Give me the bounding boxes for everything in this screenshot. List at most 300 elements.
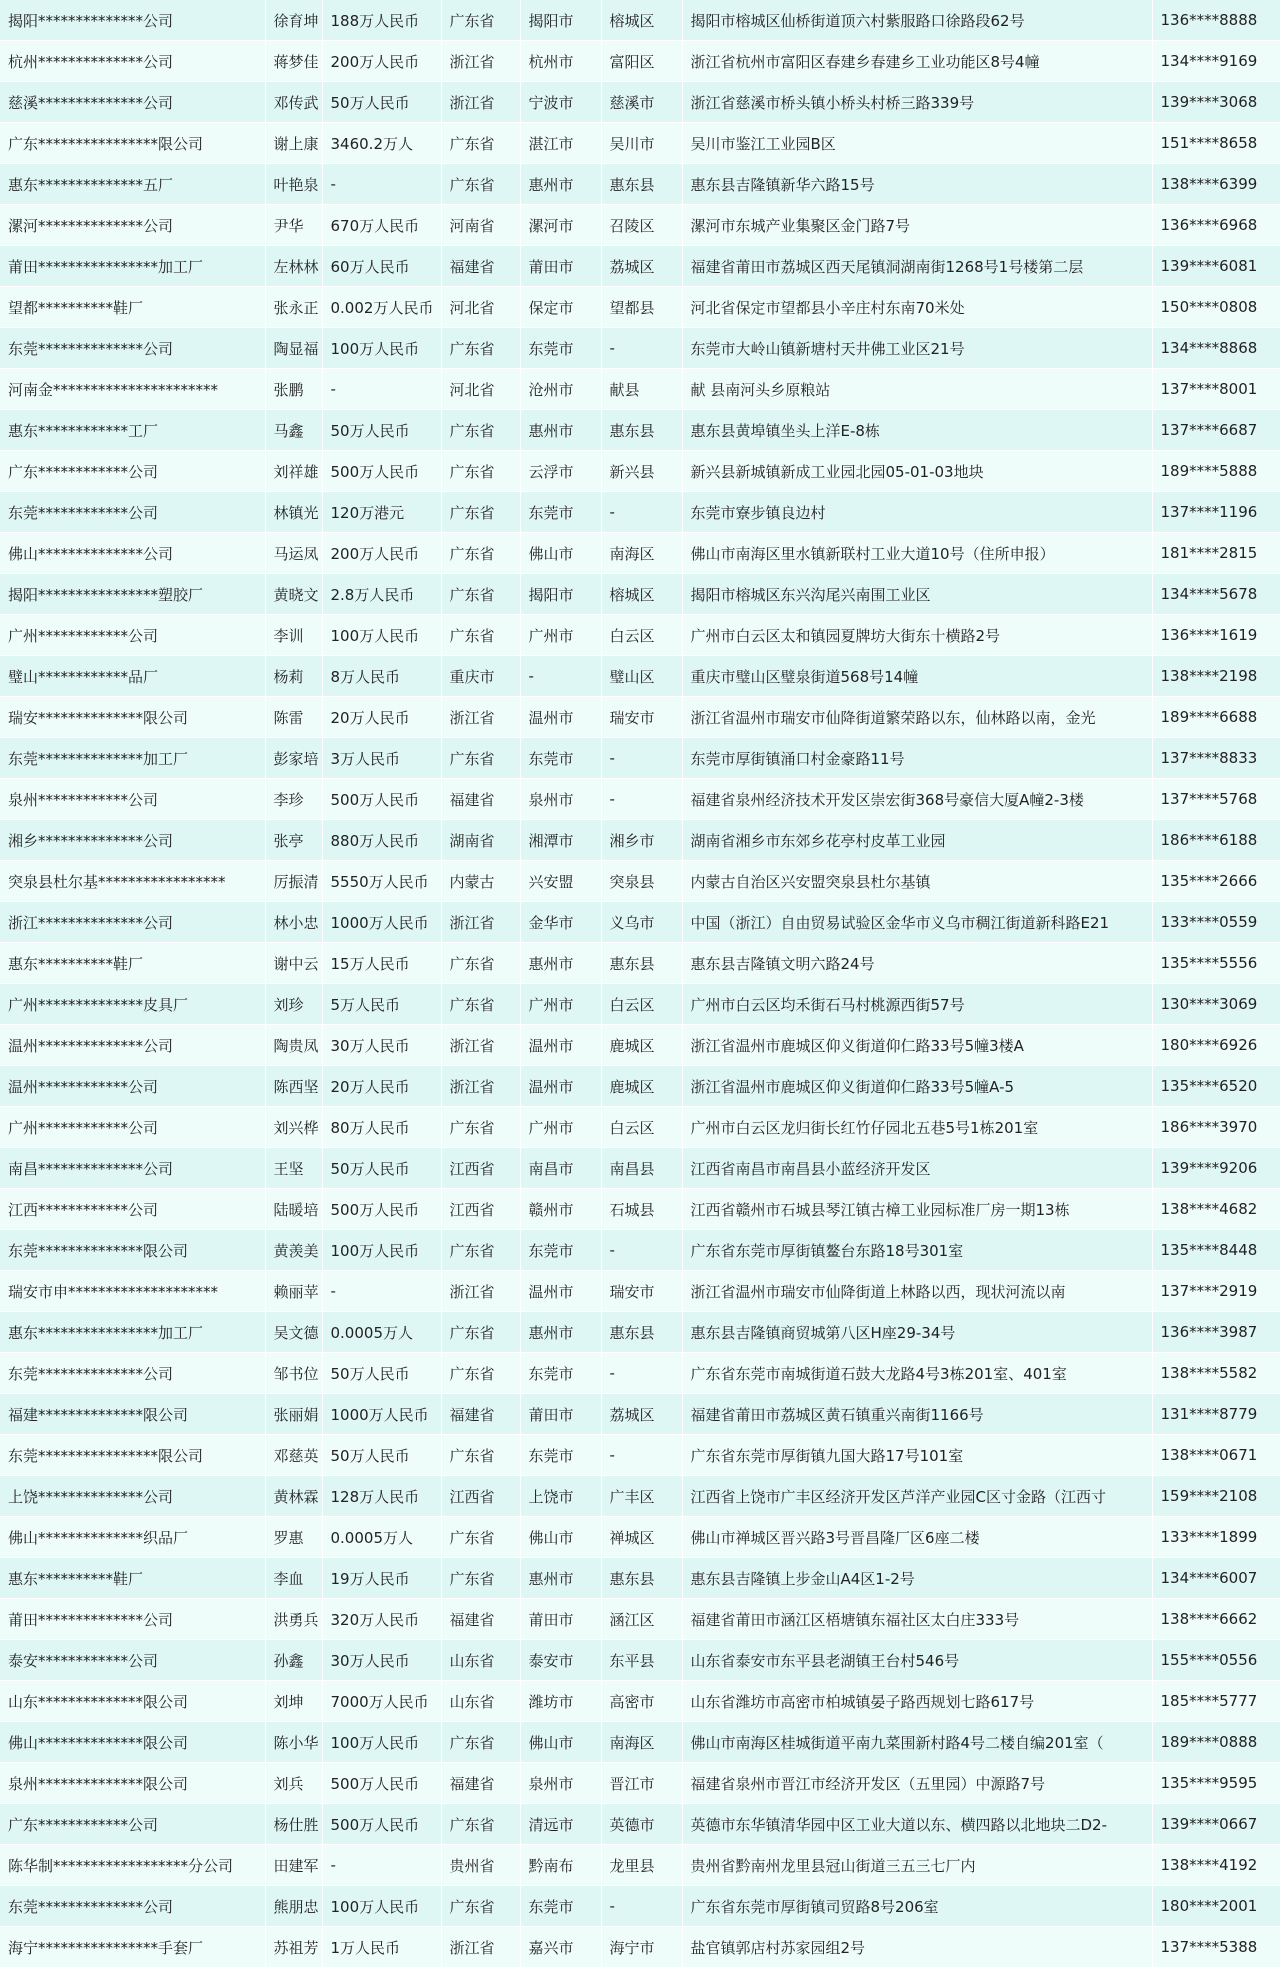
province-cell: 广东省 — [441, 1558, 520, 1599]
district-cell: 白云区 — [601, 984, 682, 1025]
district-cell: 突泉县 — [601, 861, 682, 902]
address-cell: 揭阳市榕城区仙桥街道顶六村紫服路口徐路段62号 — [682, 0, 1152, 41]
company-name-cell: 瑞安市申******************** — [0, 1271, 265, 1312]
table-row — [0, 1599, 1280, 1640]
address-cell: 佛山市南海区桂城街道平南九菜围新村路4号二楼自编201室（ — [682, 1722, 1152, 1763]
city-cell: 南昌市 — [520, 1148, 601, 1189]
phone-cell: 135****8448 — [1152, 1230, 1280, 1271]
province-cell: 浙江省 — [441, 1927, 520, 1968]
legal-rep-cell: 杨莉 — [265, 656, 322, 697]
district-cell: 璧山区 — [601, 656, 682, 697]
table-row — [0, 1927, 1280, 1968]
table-row — [0, 1558, 1280, 1599]
address-cell: 佛山市禅城区晋兴路3号晋昌隆厂区6座二楼 — [682, 1517, 1152, 1558]
company-name-cell: 山东**************限公司 — [0, 1681, 265, 1722]
company-name-cell: 东莞**************公司 — [0, 1353, 265, 1394]
address-cell: 广东省东莞市厚街镇司贸路8号206室 — [682, 1886, 1152, 1927]
phone-cell: 135****5556 — [1152, 943, 1280, 984]
table-row — [0, 738, 1280, 779]
phone-cell: 139****3068 — [1152, 82, 1280, 123]
registered-capital-cell: 19万人民币 — [322, 1558, 441, 1599]
registered-capital-cell: 5万人民币 — [322, 984, 441, 1025]
registered-capital-cell: 100万人民币 — [322, 615, 441, 656]
registered-capital-cell: 500万人民币 — [322, 1804, 441, 1845]
address-cell: 英德市东华镇清华园中区工业大道以东、横四路以北地块二D2- — [682, 1804, 1152, 1845]
city-cell: 惠州市 — [520, 410, 601, 451]
province-cell: 广东省 — [441, 123, 520, 164]
address-cell: 福建省莆田市涵江区梧塘镇东福社区太白庄333号 — [682, 1599, 1152, 1640]
phone-cell: 180****2001 — [1152, 1886, 1280, 1927]
city-cell: 莆田市 — [520, 246, 601, 287]
company-name-cell: 杭州**************公司 — [0, 41, 265, 82]
province-cell: 福建省 — [441, 1763, 520, 1804]
address-cell: 江西省赣州市石城县琴江镇古樟工业园标准厂房一期13栋 — [682, 1189, 1152, 1230]
province-cell: 江西省 — [441, 1476, 520, 1517]
province-cell: 广东省 — [441, 574, 520, 615]
city-cell: 东莞市 — [520, 1886, 601, 1927]
legal-rep-cell: 黄晓文 — [265, 574, 322, 615]
company-name-cell: 温州**************公司 — [0, 1025, 265, 1066]
table-row — [0, 123, 1280, 164]
district-cell: 瑞安市 — [601, 1271, 682, 1312]
registered-capital-cell: 3460.2万人 — [322, 123, 441, 164]
city-cell: 黔南布 — [520, 1845, 601, 1886]
city-cell: 漯河市 — [520, 205, 601, 246]
district-cell: 涵江区 — [601, 1599, 682, 1640]
registered-capital-cell: 200万人民币 — [322, 41, 441, 82]
company-name-cell: 璧山************品厂 — [0, 656, 265, 697]
company-name-cell: 泰安************公司 — [0, 1640, 265, 1681]
phone-cell: 189****5888 — [1152, 451, 1280, 492]
address-cell: 漯河市东城产业集聚区金门路7号 — [682, 205, 1152, 246]
province-cell: 广东省 — [441, 984, 520, 1025]
province-cell: 山东省 — [441, 1640, 520, 1681]
company-name-cell: 广州**************皮具厂 — [0, 984, 265, 1025]
phone-cell: 134****9169 — [1152, 41, 1280, 82]
registered-capital-cell: - — [322, 369, 441, 410]
legal-rep-cell: 张永正 — [265, 287, 322, 328]
city-cell: 东莞市 — [520, 738, 601, 779]
registered-capital-cell: 5550万人民币 — [322, 861, 441, 902]
district-cell: 白云区 — [601, 615, 682, 656]
phone-cell: 159****2108 — [1152, 1476, 1280, 1517]
registered-capital-cell: 0.0005万人 — [322, 1517, 441, 1558]
registered-capital-cell: 0.0005万人 — [322, 1312, 441, 1353]
province-cell: 广东省 — [441, 533, 520, 574]
legal-rep-cell: 邓传武 — [265, 82, 322, 123]
province-cell: 广东省 — [441, 738, 520, 779]
registered-capital-cell: 120万港元 — [322, 492, 441, 533]
address-cell: 河北省保定市望都县小辛庄村东南70米处 — [682, 287, 1152, 328]
company-name-cell: 湘乡**************公司 — [0, 820, 265, 861]
district-cell: 海宁市 — [601, 1927, 682, 1968]
company-name-cell: 上饶**************公司 — [0, 1476, 265, 1517]
city-cell: 上饶市 — [520, 1476, 601, 1517]
address-cell: 广东省东莞市厚街镇九国大路17号101室 — [682, 1435, 1152, 1476]
legal-rep-cell: 尹华 — [265, 205, 322, 246]
table-row — [0, 205, 1280, 246]
registered-capital-cell: - — [322, 1271, 441, 1312]
company-name-cell: 望都**********鞋厂 — [0, 287, 265, 328]
district-cell: 荔城区 — [601, 1394, 682, 1435]
company-name-cell: 东莞************公司 — [0, 492, 265, 533]
registered-capital-cell: 1万人民币 — [322, 1927, 441, 1968]
company-name-cell: 佛山**************公司 — [0, 533, 265, 574]
city-cell: 佛山市 — [520, 1722, 601, 1763]
table-row — [0, 492, 1280, 533]
address-cell: 东莞市大岭山镇新塘村天井佛工业区21号 — [682, 328, 1152, 369]
address-cell: 重庆市璧山区璧泉街道568号14幢 — [682, 656, 1152, 697]
city-cell: 宁波市 — [520, 82, 601, 123]
table-row — [0, 41, 1280, 82]
company-name-cell: 河南金********************** — [0, 369, 265, 410]
table-row — [0, 656, 1280, 697]
address-cell: 盐官镇郭店村苏家园组2号 — [682, 1927, 1152, 1968]
legal-rep-cell: 邓慈英 — [265, 1435, 322, 1476]
legal-rep-cell: 谢中云 — [265, 943, 322, 984]
district-cell: 鹿城区 — [601, 1066, 682, 1107]
phone-cell: 134****6007 — [1152, 1558, 1280, 1599]
phone-cell: 136****6968 — [1152, 205, 1280, 246]
registered-capital-cell: 60万人民币 — [322, 246, 441, 287]
company-name-cell: 东莞**************加工厂 — [0, 738, 265, 779]
registered-capital-cell: 30万人民币 — [322, 1640, 441, 1681]
registered-capital-cell: 500万人民币 — [322, 451, 441, 492]
registered-capital-cell: - — [322, 1845, 441, 1886]
registered-capital-cell: 670万人民币 — [322, 205, 441, 246]
table-row — [0, 943, 1280, 984]
company-name-cell: 南昌**************公司 — [0, 1148, 265, 1189]
address-cell: 山东省潍坊市高密市柏城镇晏子路西规划七路617号 — [682, 1681, 1152, 1722]
province-cell: 福建省 — [441, 1599, 520, 1640]
district-cell: - — [601, 1435, 682, 1476]
district-cell: 吴川市 — [601, 123, 682, 164]
legal-rep-cell: 马鑫 — [265, 410, 322, 451]
table-row — [0, 1353, 1280, 1394]
district-cell: - — [601, 779, 682, 820]
phone-cell: 150****0808 — [1152, 287, 1280, 328]
phone-cell: 136****1619 — [1152, 615, 1280, 656]
legal-rep-cell: 李血 — [265, 1558, 322, 1599]
legal-rep-cell: 刘祥雄 — [265, 451, 322, 492]
district-cell: 石城县 — [601, 1189, 682, 1230]
address-cell: 中国（浙江）自由贸易试验区金华市义乌市稠江街道新科路E21 — [682, 902, 1152, 943]
table-row — [0, 1804, 1280, 1845]
address-cell: 广东省东莞市南城街道石鼓大龙路4号3栋201室、401室 — [682, 1353, 1152, 1394]
province-cell: 河北省 — [441, 287, 520, 328]
address-cell: 东莞市寮步镇良边村 — [682, 492, 1152, 533]
registered-capital-cell: - — [322, 164, 441, 205]
legal-rep-cell: 罗惠 — [265, 1517, 322, 1558]
city-cell: 佛山市 — [520, 1517, 601, 1558]
company-name-cell: 惠东************工厂 — [0, 410, 265, 451]
legal-rep-cell: 黄羡美 — [265, 1230, 322, 1271]
district-cell: 惠东县 — [601, 1312, 682, 1353]
district-cell: 望都县 — [601, 287, 682, 328]
table-row — [0, 1435, 1280, 1476]
legal-rep-cell: 赖丽苹 — [265, 1271, 322, 1312]
company-name-cell: 广州************公司 — [0, 1107, 265, 1148]
address-cell: 新兴县新城镇新成工业园北园05-01-03地块 — [682, 451, 1152, 492]
table-row — [0, 1640, 1280, 1681]
table-row — [0, 1230, 1280, 1271]
registered-capital-cell: 1000万人民币 — [322, 1394, 441, 1435]
table-row — [0, 1886, 1280, 1927]
table-row — [0, 779, 1280, 820]
phone-cell: 137****5768 — [1152, 779, 1280, 820]
company-name-cell: 莆田**************公司 — [0, 1599, 265, 1640]
city-cell: 佛山市 — [520, 533, 601, 574]
address-cell: 山东省泰安市东平县老湖镇王台村546号 — [682, 1640, 1152, 1681]
legal-rep-cell: 陈雷 — [265, 697, 322, 738]
legal-rep-cell: 彭家培 — [265, 738, 322, 779]
province-cell: 广东省 — [441, 1353, 520, 1394]
city-cell: - — [520, 656, 601, 697]
registered-capital-cell: 500万人民币 — [322, 1189, 441, 1230]
city-cell: 潍坊市 — [520, 1681, 601, 1722]
legal-rep-cell: 谢上康 — [265, 123, 322, 164]
address-cell: 广东省东莞市厚街镇鳌台东路18号301室 — [682, 1230, 1152, 1271]
province-cell: 山东省 — [441, 1681, 520, 1722]
city-cell: 兴安盟 — [520, 861, 601, 902]
company-name-cell: 广州************公司 — [0, 615, 265, 656]
phone-cell: 138****2198 — [1152, 656, 1280, 697]
registered-capital-cell: 2.8万人民币 — [322, 574, 441, 615]
district-cell: 献县 — [601, 369, 682, 410]
legal-rep-cell: 张鹏 — [265, 369, 322, 410]
address-cell: 浙江省温州市瑞安市仙降街道繁荣路以东，仙林路以南，金光 — [682, 697, 1152, 738]
district-cell: 南海区 — [601, 1722, 682, 1763]
district-cell: - — [601, 738, 682, 779]
city-cell: 东莞市 — [520, 492, 601, 533]
table-row — [0, 615, 1280, 656]
district-cell: 新兴县 — [601, 451, 682, 492]
table-row — [0, 328, 1280, 369]
address-cell: 惠东县吉隆镇上步金山A4区1-2号 — [682, 1558, 1152, 1599]
legal-rep-cell: 田建军 — [265, 1845, 322, 1886]
registered-capital-cell: 80万人民币 — [322, 1107, 441, 1148]
company-name-cell: 泉州**************限公司 — [0, 1763, 265, 1804]
district-cell: 富阳区 — [601, 41, 682, 82]
province-cell: 浙江省 — [441, 82, 520, 123]
province-cell: 广东省 — [441, 164, 520, 205]
legal-rep-cell: 刘兴桦 — [265, 1107, 322, 1148]
legal-rep-cell: 陈西坚 — [265, 1066, 322, 1107]
registered-capital-cell: 500万人民币 — [322, 1763, 441, 1804]
legal-rep-cell: 邹书位 — [265, 1353, 322, 1394]
registered-capital-cell: 8万人民币 — [322, 656, 441, 697]
legal-rep-cell: 李训 — [265, 615, 322, 656]
province-cell: 广东省 — [441, 410, 520, 451]
table-row — [0, 1845, 1280, 1886]
table-row — [0, 1722, 1280, 1763]
city-cell: 广州市 — [520, 1107, 601, 1148]
legal-rep-cell: 吴文德 — [265, 1312, 322, 1353]
company-name-cell: 浙江**************公司 — [0, 902, 265, 943]
table-row — [0, 1189, 1280, 1230]
city-cell: 湛江市 — [520, 123, 601, 164]
company-name-cell: 广东************公司 — [0, 451, 265, 492]
legal-rep-cell: 马运凤 — [265, 533, 322, 574]
city-cell: 金华市 — [520, 902, 601, 943]
city-cell: 杭州市 — [520, 41, 601, 82]
address-cell: 东莞市厚街镇涌口村金豪路11号 — [682, 738, 1152, 779]
province-cell: 广东省 — [441, 1107, 520, 1148]
company-name-cell: 慈溪**************公司 — [0, 82, 265, 123]
table-row — [0, 1148, 1280, 1189]
phone-cell: 135****9595 — [1152, 1763, 1280, 1804]
registered-capital-cell: 200万人民币 — [322, 533, 441, 574]
phone-cell: 138****4682 — [1152, 1189, 1280, 1230]
phone-cell: 181****2815 — [1152, 533, 1280, 574]
city-cell: 湘潭市 — [520, 820, 601, 861]
phone-cell: 185****5777 — [1152, 1681, 1280, 1722]
city-cell: 保定市 — [520, 287, 601, 328]
city-cell: 揭阳市 — [520, 0, 601, 41]
province-cell: 重庆市 — [441, 656, 520, 697]
legal-rep-cell: 熊朋忠 — [265, 1886, 322, 1927]
table-row — [0, 287, 1280, 328]
province-cell: 内蒙古 — [441, 861, 520, 902]
registered-capital-cell: 100万人民币 — [322, 1230, 441, 1271]
city-cell: 清远市 — [520, 1804, 601, 1845]
company-name-cell: 揭阳**************公司 — [0, 0, 265, 41]
phone-cell: 135****2666 — [1152, 861, 1280, 902]
legal-rep-cell: 左林林 — [265, 246, 322, 287]
company-name-cell: 莆田****************加工厂 — [0, 246, 265, 287]
province-cell: 浙江省 — [441, 902, 520, 943]
city-cell: 东莞市 — [520, 1435, 601, 1476]
legal-rep-cell: 林小忠 — [265, 902, 322, 943]
phone-cell: 138****6399 — [1152, 164, 1280, 205]
address-cell: 佛山市南海区里水镇新联村工业大道10号（住所申报） — [682, 533, 1152, 574]
city-cell: 东莞市 — [520, 1353, 601, 1394]
district-cell: 广丰区 — [601, 1476, 682, 1517]
district-cell: 召陵区 — [601, 205, 682, 246]
registered-capital-cell: 50万人民币 — [322, 1148, 441, 1189]
phone-cell: 155****0556 — [1152, 1640, 1280, 1681]
address-cell: 江西省上饶市广丰区经济开发区芦洋产业园C区寸金路（江西寸 — [682, 1476, 1152, 1517]
registered-capital-cell: 15万人民币 — [322, 943, 441, 984]
district-cell: - — [601, 1886, 682, 1927]
address-cell: 浙江省温州市瑞安市仙降街道上林路以西，现状河流以南 — [682, 1271, 1152, 1312]
legal-rep-cell: 厉振清 — [265, 861, 322, 902]
phone-cell: 137****6687 — [1152, 410, 1280, 451]
registered-capital-cell: 1000万人民币 — [322, 902, 441, 943]
district-cell: 南海区 — [601, 533, 682, 574]
company-name-cell: 东莞****************限公司 — [0, 1435, 265, 1476]
city-cell: 广州市 — [520, 984, 601, 1025]
district-cell: 惠东县 — [601, 1558, 682, 1599]
address-cell: 浙江省温州市鹿城区仰义街道仰仁路33号5幢3楼A — [682, 1025, 1152, 1066]
table-row — [0, 164, 1280, 205]
company-name-cell: 佛山**************限公司 — [0, 1722, 265, 1763]
city-cell: 莆田市 — [520, 1599, 601, 1640]
district-cell: - — [601, 328, 682, 369]
table-row — [0, 820, 1280, 861]
table-row — [0, 861, 1280, 902]
table-row — [0, 1066, 1280, 1107]
province-cell: 浙江省 — [441, 1271, 520, 1312]
table-row — [0, 1394, 1280, 1435]
registered-capital-cell: 50万人民币 — [322, 1353, 441, 1394]
address-cell: 惠东县吉隆镇文明六路24号 — [682, 943, 1152, 984]
table-row — [0, 1312, 1280, 1353]
legal-rep-cell: 刘兵 — [265, 1763, 322, 1804]
table-row — [0, 574, 1280, 615]
address-cell: 惠东县吉隆镇新华六路15号 — [682, 164, 1152, 205]
registered-capital-cell: 20万人民币 — [322, 1066, 441, 1107]
city-cell: 广州市 — [520, 615, 601, 656]
company-name-cell: 瑞安**************限公司 — [0, 697, 265, 738]
legal-rep-cell: 陆暖培 — [265, 1189, 322, 1230]
city-cell: 揭阳市 — [520, 574, 601, 615]
province-cell: 广东省 — [441, 1435, 520, 1476]
phone-cell: 189****0888 — [1152, 1722, 1280, 1763]
company-name-cell: 惠东**************五厂 — [0, 164, 265, 205]
province-cell: 广东省 — [441, 943, 520, 984]
company-name-cell: 惠东**********鞋厂 — [0, 1558, 265, 1599]
company-name-cell: 东莞**************公司 — [0, 328, 265, 369]
city-cell: 沧州市 — [520, 369, 601, 410]
province-cell: 河南省 — [441, 205, 520, 246]
legal-rep-cell: 黄林霖 — [265, 1476, 322, 1517]
phone-cell: 151****8658 — [1152, 123, 1280, 164]
legal-rep-cell: 洪勇兵 — [265, 1599, 322, 1640]
registered-capital-cell: 100万人民币 — [322, 1722, 441, 1763]
city-cell: 泉州市 — [520, 1763, 601, 1804]
phone-cell: 139****6081 — [1152, 246, 1280, 287]
phone-cell: 180****6926 — [1152, 1025, 1280, 1066]
province-cell: 广东省 — [441, 1804, 520, 1845]
province-cell: 广东省 — [441, 615, 520, 656]
table-row — [0, 0, 1280, 41]
company-name-cell: 江西************公司 — [0, 1189, 265, 1230]
legal-rep-cell: 王坚 — [265, 1148, 322, 1189]
province-cell: 贵州省 — [441, 1845, 520, 1886]
registered-capital-cell: 30万人民币 — [322, 1025, 441, 1066]
address-cell: 福建省莆田市荔城区黄石镇重兴南街1166号 — [682, 1394, 1152, 1435]
province-cell: 福建省 — [441, 1394, 520, 1435]
table-row — [0, 369, 1280, 410]
address-cell: 吴川市鉴江工业园B区 — [682, 123, 1152, 164]
company-name-cell: 惠东****************加工厂 — [0, 1312, 265, 1353]
district-cell: - — [601, 1353, 682, 1394]
table-row — [0, 1763, 1280, 1804]
legal-rep-cell: 孙鑫 — [265, 1640, 322, 1681]
address-cell: 揭阳市榕城区东兴沟尾兴南围工业区 — [682, 574, 1152, 615]
province-cell: 广东省 — [441, 328, 520, 369]
table-row — [0, 451, 1280, 492]
legal-rep-cell: 刘珍 — [265, 984, 322, 1025]
phone-cell: 134****8868 — [1152, 328, 1280, 369]
company-name-cell: 东莞**************限公司 — [0, 1230, 265, 1271]
registered-capital-cell: 20万人民币 — [322, 697, 441, 738]
address-cell: 贵州省黔南州龙里县冠山街道三五三七厂内 — [682, 1845, 1152, 1886]
district-cell: 南昌县 — [601, 1148, 682, 1189]
registered-capital-cell: 3万人民币 — [322, 738, 441, 779]
city-cell: 赣州市 — [520, 1189, 601, 1230]
phone-cell: 137****8001 — [1152, 369, 1280, 410]
province-cell: 江西省 — [441, 1189, 520, 1230]
district-cell: 英德市 — [601, 1804, 682, 1845]
district-cell: 鹿城区 — [601, 1025, 682, 1066]
registered-capital-cell: 0.002万人民币 — [322, 287, 441, 328]
district-cell: 榕城区 — [601, 0, 682, 41]
district-cell: 东平县 — [601, 1640, 682, 1681]
company-name-cell: 泉州************公司 — [0, 779, 265, 820]
city-cell: 东莞市 — [520, 328, 601, 369]
